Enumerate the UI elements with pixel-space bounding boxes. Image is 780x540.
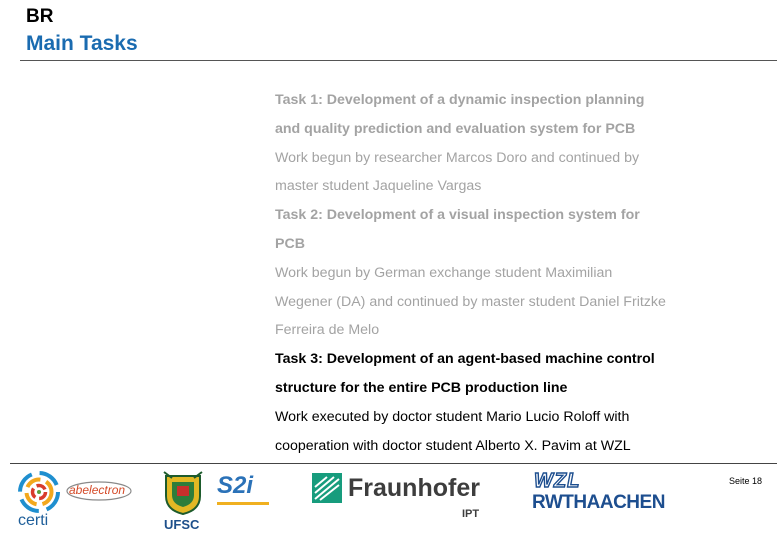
s2i-tagline-bar bbox=[217, 502, 269, 505]
s2i-wordmark: S2i bbox=[217, 472, 254, 499]
page-title: Main Tasks bbox=[26, 32, 138, 55]
header-divider bbox=[20, 60, 777, 61]
task-3-detail-line-1: Work executed by doctor student Mario Lucio Roloff with bbox=[275, 408, 630, 425]
rwth-wordmark: RWTHAACHEN bbox=[532, 492, 665, 513]
task-1-title-line-1: Task 1: Development of a dynamic inspection planning bbox=[275, 92, 645, 108]
wzl-wordmark: WZL bbox=[534, 470, 581, 492]
ufsc-logo bbox=[160, 468, 206, 534]
task-1-detail-line-2: master student Jaqueline Vargas bbox=[275, 178, 482, 195]
task-3-title-line-1: Task 3: Development of an agent-based machine control bbox=[275, 351, 655, 368]
task-2-detail-line-1: Work begun by German exchange student Maximilian bbox=[275, 264, 613, 281]
section-code: BR bbox=[26, 6, 54, 27]
fraunhofer-logo bbox=[312, 470, 487, 522]
ufsc-wordmark: UFSC bbox=[164, 517, 200, 532]
task-3-title-line-2: structure for the entire PCB production line bbox=[275, 379, 568, 396]
task-list bbox=[275, 86, 745, 460]
footer-divider bbox=[10, 463, 777, 464]
page-number: Seite 18 bbox=[728, 476, 762, 486]
task-2-detail-line-3: Ferreira de Melo bbox=[275, 322, 380, 339]
task-3-detail-line-2: cooperation with doctor student Alberto X. Pavim at WZL bbox=[275, 437, 631, 454]
task-2-title-line-1: Task 2: Development of a visual inspection system for bbox=[275, 207, 640, 224]
task-2-title-line-2: PCB bbox=[275, 235, 305, 252]
s2i-logo bbox=[215, 472, 275, 510]
fraunhofer-wordmark: Fraunhofer bbox=[348, 474, 480, 502]
abelectron-wordmark: abelectron bbox=[69, 483, 126, 497]
certi-wordmark: certi bbox=[18, 512, 49, 529]
task-1-title-line-2: and quality prediction and evaluation system for PCB bbox=[275, 120, 636, 137]
task-2-detail-line-2: Wegener (DA) and continued by master student Daniel Fritzke bbox=[275, 293, 666, 310]
wzl-rwth-logo bbox=[532, 470, 690, 518]
certi-logo bbox=[14, 470, 64, 532]
ipt-wordmark: IPT bbox=[462, 508, 480, 520]
task-1-detail-line-1: Work begun by researcher Marcos Doro and continued by bbox=[275, 149, 640, 166]
abelectron-logo bbox=[66, 480, 132, 502]
